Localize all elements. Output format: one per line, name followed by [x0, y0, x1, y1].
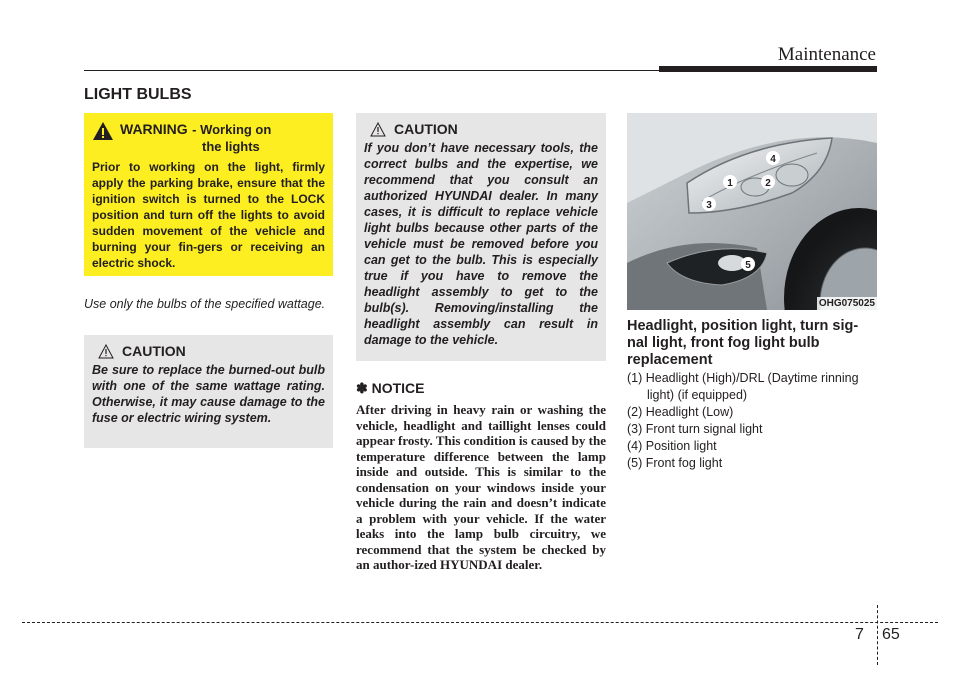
use-bulbs-text: Use only the bulbs of the specified wattage. — [84, 297, 326, 311]
notice-title: ✽ NOTICE — [356, 380, 425, 396]
caution-triangle-icon — [370, 122, 386, 137]
list-item: (2) Headlight (Low) — [627, 405, 734, 419]
list-item: (4) Position light — [627, 439, 717, 453]
list-item: (5) Front fog light — [627, 456, 723, 470]
headlight-photo — [627, 113, 877, 310]
notice-body: After driving in heavy rain or washing the vehicle, headlight and taillight lenses could appear frosty. This condition is caused by the temperature difference between the lamp inside and outside. This is similar to the condensation on your windows inside your vehicle during the rain and doesn’t indicate a problem with your vehicle. If the water leaks into the lamp bulb circuitry, we recommend that the system be checked by an author-ized HYUNDAI dealer. — [356, 402, 606, 572]
page-number: 65 — [882, 626, 900, 643]
callout-4: 4 — [770, 154, 776, 165]
warning-triangle-icon — [92, 121, 114, 141]
caution-box-left — [84, 335, 333, 448]
caution-header-middle — [364, 121, 598, 137]
list-item: (1) Headlight (High)/DRL (Daytime rinning light) (if equipped) — [627, 371, 859, 402]
headlight-parts-list — [627, 370, 882, 472]
caution-label-middle: CAUTION — [394, 121, 458, 137]
caution-body-left: Be sure to replace the burned-out bulb with one of the same wattage rating. Otherwise, it may cause damage to the fuse or electric wiring system. — [92, 363, 325, 425]
warning-body: Prior to working on the light, firmly apply the parking brake, ensure that the ignition switch is turned to the LOCK position and turn off the lights to avoid sudden movement of the vehicle and burning your fin-gers or receiving an electric shock. — [92, 160, 325, 270]
header-rule — [84, 70, 659, 71]
section-title: LIGHT BULBS — [84, 86, 192, 103]
caution-header-left — [92, 343, 325, 359]
caution-label-left: CAUTION — [122, 343, 186, 359]
header-rule-bar — [659, 66, 877, 72]
footer-rule — [22, 622, 938, 623]
warning-subtitle-2: the lights — [202, 139, 260, 154]
caution-box-middle — [356, 113, 606, 361]
caution-triangle-icon — [98, 344, 114, 359]
warning-header — [92, 121, 325, 155]
warning-subtitle-1: - Working on — [192, 122, 272, 137]
caution-body-middle: If you don’t have necessary tools, the correct bulbs and the expertise, we recommend that you consult an authorized HYUNDAI dealer. In many cases, it is difficult to replace vehicle light bulbs because other parts of the vehicle must be removed before you can get to the bulb. This is especially true if you have to remove the headlight assembly to get to the bulb(s). Removing/installing the headlight assembly can result in damage to the vehicle. — [364, 141, 598, 347]
footer-divider — [877, 605, 878, 665]
callout-3: 3 — [706, 200, 712, 211]
chapter-number: 7 — [855, 626, 864, 643]
headlight-illustration — [627, 113, 877, 310]
warning-label: WARNING — [120, 121, 188, 137]
callout-5: 5 — [745, 260, 751, 271]
callout-1: 1 — [727, 178, 733, 189]
photo-code: OHG075025 — [818, 298, 875, 309]
list-item: (3) Front turn signal light — [627, 422, 763, 436]
header-title: Maintenance — [777, 44, 876, 65]
headlight-section-title: Headlight, position light, turn sig-nal light, front fog light bulb replacement — [627, 318, 859, 368]
warning-box — [84, 113, 333, 276]
callout-2: 2 — [765, 178, 771, 189]
